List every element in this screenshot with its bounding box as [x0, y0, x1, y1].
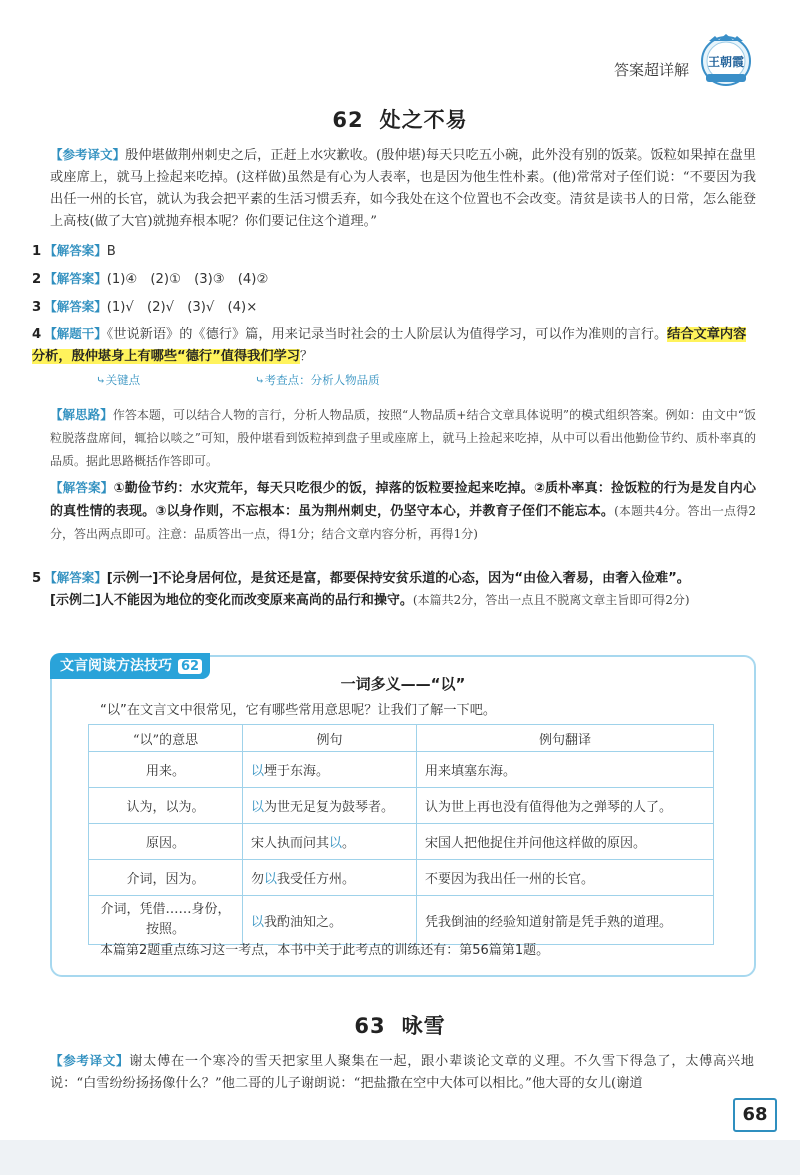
method-tips-tag: 文言阅读方法技巧 62: [50, 653, 210, 679]
section-63-title: 63 咏雪: [354, 1014, 446, 1038]
svg-text:王朝霞: 王朝霞: [707, 55, 745, 69]
page-bottom-band: [0, 1140, 800, 1175]
section-63-translation: 【参考译文】谢太傅在一个寒冷的雪天把家里人聚集在一起，跟小辈谈论文章的义理。不久雪下得急了，太傅高兴地说：“白雪纷纷扬扬像什么？”他二哥的儿子谢朗说：“把盐撒在空中大体可以相比。”他大哥的女儿(谢道: [50, 1053, 754, 1091]
key-point-highlight: 结合文章内容分析，: [32, 327, 747, 364]
table-header: “以”的意思: [89, 725, 243, 752]
exam-point-highlight: 殷仲堪身上有哪些“德行”值得我们学习: [71, 349, 300, 364]
table-row: 用来。 以堙于东海。 用来填塞东海。: [89, 752, 714, 788]
method-tips-footer: 本篇第2题重点练习这一考点，本书中关于此考点的训练还有：第56篇第1题。: [100, 943, 550, 958]
table-header: 例句翻译: [417, 725, 714, 752]
brand-logo: [697, 32, 755, 88]
section-62-title: 62 处之不易: [332, 108, 468, 132]
translation-tag: 【参考译文】: [50, 147, 126, 162]
question-1: 1 【解答案】B: [32, 243, 116, 259]
table-row: 介词，凭借……身份，按照。 以我酌油知之。 凭我倒油的经验知道射箭是凭手熟的道理。: [89, 896, 714, 945]
translation-tag: 【参考译文】: [50, 1053, 130, 1068]
question-4-thinking: 【解思路】作答本题，可以结合人物的言行，分析人物品质，按照“人物品质+结合文章具体说明”的模式组织答案。例如：由文中“饭粒脱落盘席间，辄拾以啖之”可知，殷仲堪看到饭粒掉到盘子里或座席上，就马上捡起来吃掉，从中可以看出他勤俭节约、质朴率真的品质。据此思路概括作答即可。: [50, 407, 756, 468]
method-tips-title: 一词多义——“以”: [340, 675, 466, 693]
annotation-exam-point: ⤷考查点：分析人物品质: [255, 373, 380, 387]
header-label: 答案超详解: [614, 61, 690, 79]
section-62-translation: 【参考译文】殷仲堪做荆州刺史之后，正赶上水灾歉收。(殷仲堪)每天只吃五小碗，此外没有别的饭菜。饭粒如果掉在盘里或座席上，就马上捡起来吃掉。(这样做)虽然是有心为人表率，也是因为他生性朴素。(他)常常对子侄们说：“不要因为我出任一州的长官，就认为我会把平素的生活习惯丢弃，如今我处在这个位置也不会改变。清贫是读书人的日常，怎么能登上高枝(做了大官)就抛弃根本呢？你们要记住这个道理。”: [50, 147, 756, 229]
question-5-example-2: [示例二]人不能因为地位的变化而改变原来高尚的品行和操守。(本篇共2分，答出一点且不脱离文章主旨即可得2分): [50, 593, 690, 608]
method-tips-intro: “以”在文言文中很常见，它有哪些常用意思呢？让我们了解一下吧。: [100, 703, 497, 718]
page-number: 68: [733, 1098, 777, 1132]
table-header: 例句: [243, 725, 417, 752]
question-3: 3 【解答案】(1)√ (2)√ (3)√ (4)×: [32, 299, 258, 315]
table-row: 介词，因为。 勿以我受任方州。 不要因为我出任一州的长官。: [89, 860, 714, 896]
annotation-arrow-icon: ⤷: [96, 373, 106, 387]
meaning-table: [88, 724, 714, 945]
table-row: 认为，以为。 以为世无足复为鼓琴者。 认为世上再也没有值得他为之弹琴的人了。: [89, 788, 714, 824]
annotation-arrow-icon: ⤷: [255, 373, 265, 387]
table-header-row: [89, 725, 714, 752]
question-2: 2 【解答案】(1)④ (2)① (3)③ (4)②: [32, 271, 269, 287]
question-5: 5 【解答案】[示例一]不论身居何位，是贫还是富，都要保持安贫乐道的心态，因为“由俭入奢易，由奢入俭难”。: [32, 570, 690, 586]
question-4-stem: 4 【解题干】《世说新语》的《德行》篇，用来记录当时社会的士人阶层认为值得学习，可以作为准则的言行。结合文章内容分析，殷仲堪身上有哪些“德行”值得我们学习？: [32, 326, 747, 364]
table-row: 原因。 宋人执而问其以。 宋国人把他捉住并问他这样做的原因。: [89, 824, 714, 860]
annotation-key-point: ⤷关键点: [96, 373, 141, 387]
question-4-answer: 【解答案】①勤俭节约：水灾荒年，每天只吃很少的饭，掉落的饭粒要捡起来吃掉。②质朴率真：捡饭粒的行为是发自内心的真性情的表现。③以身作则，不忘根本：虽为荆州刺史，仍坚守本心，并教育子侄们不能忘本。(本题共4分。答出一点得2分，答出两点即可。注意：品质答出一点，得1分；结合文章内容分析，再得1分): [50, 480, 757, 541]
